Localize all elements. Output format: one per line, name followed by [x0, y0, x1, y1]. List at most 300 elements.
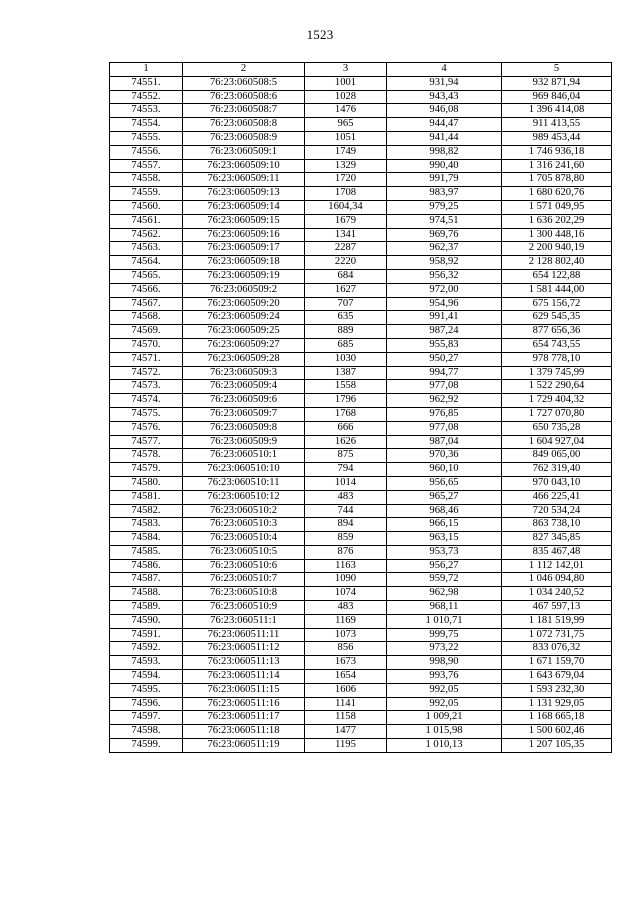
cadastral-number-cell: 76:23:060510:5: [183, 545, 305, 559]
table-row: [110, 545, 612, 559]
rate-cell: 941,44: [387, 131, 502, 145]
table-row: [110, 325, 612, 339]
row-number-cell: 74579.: [110, 463, 183, 477]
area-cell: 1679: [305, 214, 387, 228]
rate-cell: 1 015,98: [387, 725, 502, 739]
area-cell: 744: [305, 504, 387, 518]
rate-cell: 968,46: [387, 504, 502, 518]
value-cell: 1 604 927,04: [502, 435, 612, 449]
cadastral-number-cell: 76:23:060509:19: [183, 269, 305, 283]
table-row: [110, 628, 612, 642]
cadastral-number-cell: 76:23:060510:9: [183, 601, 305, 615]
area-cell: 1796: [305, 394, 387, 408]
value-cell: 978 778,10: [502, 352, 612, 366]
row-number-cell: 74586.: [110, 559, 183, 573]
area-cell: 1768: [305, 407, 387, 421]
value-cell: 932 871,94: [502, 76, 612, 90]
row-number-cell: 74567.: [110, 297, 183, 311]
cadastral-number-cell: 76:23:060509:1: [183, 145, 305, 159]
cadastral-number-cell: 76:23:060509:2: [183, 283, 305, 297]
cadastral-number-cell: 76:23:060510:8: [183, 587, 305, 601]
value-cell: 466 225,41: [502, 490, 612, 504]
table-row: [110, 504, 612, 518]
value-cell: 720 534,24: [502, 504, 612, 518]
row-number-cell: 74589.: [110, 601, 183, 615]
cadastral-number-cell: 76:23:060509:10: [183, 159, 305, 173]
row-number-cell: 74593.: [110, 656, 183, 670]
table-row: [110, 283, 612, 297]
area-cell: 1141: [305, 697, 387, 711]
value-cell: 1 671 159,70: [502, 656, 612, 670]
value-cell: 833 076,32: [502, 642, 612, 656]
area-cell: 1090: [305, 573, 387, 587]
area-cell: 856: [305, 642, 387, 656]
area-cell: 1606: [305, 683, 387, 697]
value-cell: 654 743,55: [502, 338, 612, 352]
cadastral-number-cell: 76:23:060510:7: [183, 573, 305, 587]
cadastral-number-cell: 76:23:060511:14: [183, 670, 305, 684]
value-cell: 849 065,00: [502, 449, 612, 463]
cadastral-number-cell: 76:23:060510:3: [183, 518, 305, 532]
cadastral-number-cell: 76:23:060509:18: [183, 256, 305, 270]
row-number-cell: 74554.: [110, 118, 183, 132]
area-cell: 1749: [305, 145, 387, 159]
area-cell: 1169: [305, 614, 387, 628]
area-cell: 1329: [305, 159, 387, 173]
area-cell: 1158: [305, 711, 387, 725]
table-row: [110, 435, 612, 449]
value-cell: 1 181 519,99: [502, 614, 612, 628]
cadastral-number-cell: 76:23:060510:6: [183, 559, 305, 573]
table-row: [110, 200, 612, 214]
rate-cell: 943,43: [387, 90, 502, 104]
area-cell: 684: [305, 269, 387, 283]
row-number-cell: 74594.: [110, 670, 183, 684]
row-number-cell: 74585.: [110, 545, 183, 559]
value-cell: 675 156,72: [502, 297, 612, 311]
row-number-cell: 74599.: [110, 739, 183, 753]
cadastral-number-cell: 76:23:060509:20: [183, 297, 305, 311]
table-row: [110, 118, 612, 132]
cadastral-number-cell: 76:23:060509:11: [183, 173, 305, 187]
rate-cell: 956,65: [387, 476, 502, 490]
row-number-cell: 74591.: [110, 628, 183, 642]
table-row: [110, 338, 612, 352]
cadastral-number-cell: 76:23:060510:1: [183, 449, 305, 463]
row-number-cell: 74598.: [110, 725, 183, 739]
cadastral-number-cell: 76:23:060509:9: [183, 435, 305, 449]
rate-cell: 1 010,71: [387, 614, 502, 628]
value-cell: 877 656,36: [502, 325, 612, 339]
area-cell: 1341: [305, 228, 387, 242]
row-number-cell: 74553.: [110, 104, 183, 118]
table-row: [110, 573, 612, 587]
row-number-cell: 74561.: [110, 214, 183, 228]
table-row: [110, 380, 612, 394]
area-cell: 1074: [305, 587, 387, 601]
table-row: [110, 311, 612, 325]
row-number-cell: 74558.: [110, 173, 183, 187]
cadastral-number-cell: 76:23:060511:11: [183, 628, 305, 642]
value-cell: 827 345,85: [502, 532, 612, 546]
area-cell: 707: [305, 297, 387, 311]
table-row: [110, 587, 612, 601]
rate-cell: 983,97: [387, 187, 502, 201]
area-cell: 889: [305, 325, 387, 339]
table-row: [110, 228, 612, 242]
rate-cell: 992,05: [387, 683, 502, 697]
row-number-cell: 74564.: [110, 256, 183, 270]
row-number-cell: 74557.: [110, 159, 183, 173]
value-cell: 2 200 940,19: [502, 242, 612, 256]
cadastral-number-cell: 76:23:060509:17: [183, 242, 305, 256]
area-cell: 2220: [305, 256, 387, 270]
value-cell: 1 593 232,30: [502, 683, 612, 697]
table-row: [110, 449, 612, 463]
row-number-cell: 74571.: [110, 352, 183, 366]
value-cell: 1 680 620,76: [502, 187, 612, 201]
cadastral-number-cell: 76:23:060511:16: [183, 697, 305, 711]
value-cell: 863 738,10: [502, 518, 612, 532]
value-cell: 2 128 802,40: [502, 256, 612, 270]
row-number-cell: 74592.: [110, 642, 183, 656]
value-cell: 1 396 414,08: [502, 104, 612, 118]
area-cell: 965: [305, 118, 387, 132]
rate-cell: 956,27: [387, 559, 502, 573]
table-row: [110, 214, 612, 228]
cadastral-number-cell: 76:23:060509:28: [183, 352, 305, 366]
area-cell: 1477: [305, 725, 387, 739]
area-cell: 1163: [305, 559, 387, 573]
area-cell: 685: [305, 338, 387, 352]
area-cell: 1028: [305, 90, 387, 104]
table-row: [110, 490, 612, 504]
row-number-cell: 74597.: [110, 711, 183, 725]
row-number-cell: 74572.: [110, 366, 183, 380]
column-header-4: 4: [387, 63, 502, 77]
column-header-1: 1: [110, 63, 183, 77]
cadastral-number-cell: 76:23:060511:1: [183, 614, 305, 628]
table-row: [110, 173, 612, 187]
value-cell: 1 636 202,29: [502, 214, 612, 228]
rate-cell: 994,77: [387, 366, 502, 380]
table-row: [110, 297, 612, 311]
rate-cell: 954,96: [387, 297, 502, 311]
rate-cell: 987,04: [387, 435, 502, 449]
row-number-cell: 74551.: [110, 76, 183, 90]
rate-cell: 962,37: [387, 242, 502, 256]
table-row: [110, 131, 612, 145]
value-cell: 1 643 679,04: [502, 670, 612, 684]
cadastral-number-cell: 76:23:060508:7: [183, 104, 305, 118]
rate-cell: 977,08: [387, 421, 502, 435]
rate-cell: 960,10: [387, 463, 502, 477]
row-number-cell: 74590.: [110, 614, 183, 628]
value-cell: 970 043,10: [502, 476, 612, 490]
cadastral-number-cell: 76:23:060509:8: [183, 421, 305, 435]
rate-cell: 1 009,21: [387, 711, 502, 725]
table-row: [110, 532, 612, 546]
area-cell: 1708: [305, 187, 387, 201]
table-row: [110, 683, 612, 697]
rate-cell: 979,25: [387, 200, 502, 214]
rate-cell: 990,40: [387, 159, 502, 173]
area-cell: 1030: [305, 352, 387, 366]
area-cell: 1051: [305, 131, 387, 145]
row-number-cell: 74582.: [110, 504, 183, 518]
cadastral-number-cell: 76:23:060510:4: [183, 532, 305, 546]
rate-cell: 946,08: [387, 104, 502, 118]
area-cell: 859: [305, 532, 387, 546]
table-row: [110, 159, 612, 173]
rate-cell: 953,73: [387, 545, 502, 559]
row-number-cell: 74552.: [110, 90, 183, 104]
cadastral-number-cell: 76:23:060509:16: [183, 228, 305, 242]
column-header-3: 3: [305, 63, 387, 77]
row-number-cell: 74581.: [110, 490, 183, 504]
row-number-cell: 74556.: [110, 145, 183, 159]
row-number-cell: 74596.: [110, 697, 183, 711]
value-cell: 989 453,44: [502, 131, 612, 145]
row-number-cell: 74578.: [110, 449, 183, 463]
data-table: [109, 62, 612, 753]
rate-cell: 970,36: [387, 449, 502, 463]
cadastral-number-cell: 76:23:060509:4: [183, 380, 305, 394]
value-cell: 650 735,28: [502, 421, 612, 435]
area-cell: 1654: [305, 670, 387, 684]
rate-cell: 963,15: [387, 532, 502, 546]
value-cell: 1 581 444,00: [502, 283, 612, 297]
cadastral-number-cell: 76:23:060509:14: [183, 200, 305, 214]
rate-cell: 998,90: [387, 656, 502, 670]
row-number-cell: 74566.: [110, 283, 183, 297]
column-header-2: 2: [183, 63, 305, 77]
table-row: [110, 90, 612, 104]
rate-cell: 992,05: [387, 697, 502, 711]
cadastral-number-cell: 76:23:060511:15: [183, 683, 305, 697]
column-header-5: 5: [502, 63, 612, 77]
rate-cell: 974,51: [387, 214, 502, 228]
area-cell: 666: [305, 421, 387, 435]
row-number-cell: 74574.: [110, 394, 183, 408]
rate-cell: 959,72: [387, 573, 502, 587]
cadastral-number-cell: 76:23:060511:17: [183, 711, 305, 725]
row-number-cell: 74562.: [110, 228, 183, 242]
value-cell: 1 168 665,18: [502, 711, 612, 725]
page-number: 1523: [306, 27, 334, 42]
rate-cell: 977,08: [387, 380, 502, 394]
row-number-cell: 74569.: [110, 325, 183, 339]
table-row: [110, 104, 612, 118]
area-cell: 1626: [305, 435, 387, 449]
row-number-cell: 74565.: [110, 269, 183, 283]
rate-cell: 965,27: [387, 490, 502, 504]
area-cell: 1720: [305, 173, 387, 187]
row-number-cell: 74595.: [110, 683, 183, 697]
table-row: [110, 476, 612, 490]
table-row: [110, 463, 612, 477]
table-row: [110, 366, 612, 380]
value-cell: 969 846,04: [502, 90, 612, 104]
value-cell: 1 746 936,18: [502, 145, 612, 159]
cadastral-number-cell: 76:23:060510:2: [183, 504, 305, 518]
area-cell: 483: [305, 490, 387, 504]
area-cell: 1673: [305, 656, 387, 670]
area-cell: 894: [305, 518, 387, 532]
table-row: [110, 407, 612, 421]
rate-cell: 958,92: [387, 256, 502, 270]
area-cell: 1476: [305, 104, 387, 118]
row-number-cell: 74587.: [110, 573, 183, 587]
row-number-cell: 74570.: [110, 338, 183, 352]
cadastral-number-cell: 76:23:060509:25: [183, 325, 305, 339]
area-cell: 1604,34: [305, 200, 387, 214]
table-row: [110, 76, 612, 90]
table-row: [110, 187, 612, 201]
value-cell: 467 597,13: [502, 601, 612, 615]
area-cell: 483: [305, 601, 387, 615]
row-number-cell: 74577.: [110, 435, 183, 449]
value-cell: 1 727 070,80: [502, 407, 612, 421]
row-number-cell: 74583.: [110, 518, 183, 532]
value-cell: 1 379 745,99: [502, 366, 612, 380]
rate-cell: 998,82: [387, 145, 502, 159]
rate-cell: 969,76: [387, 228, 502, 242]
table-row: [110, 394, 612, 408]
area-cell: 1014: [305, 476, 387, 490]
cadastral-number-cell: 76:23:060508:6: [183, 90, 305, 104]
cadastral-number-cell: 76:23:060509:27: [183, 338, 305, 352]
value-cell: 1 316 241,60: [502, 159, 612, 173]
table-row: [110, 518, 612, 532]
rate-cell: 999,75: [387, 628, 502, 642]
value-cell: 762 319,40: [502, 463, 612, 477]
value-cell: 1 131 929,05: [502, 697, 612, 711]
area-cell: 1001: [305, 76, 387, 90]
cadastral-number-cell: 76:23:060509:7: [183, 407, 305, 421]
area-cell: 794: [305, 463, 387, 477]
cadastral-number-cell: 76:23:060511:13: [183, 656, 305, 670]
cadastral-number-cell: 76:23:060509:15: [183, 214, 305, 228]
area-cell: 1073: [305, 628, 387, 642]
cadastral-number-cell: 76:23:060508:9: [183, 131, 305, 145]
row-number-cell: 74559.: [110, 187, 183, 201]
rate-cell: 991,79: [387, 173, 502, 187]
value-cell: 1 046 094,80: [502, 573, 612, 587]
value-cell: 1 729 404,32: [502, 394, 612, 408]
cadastral-number-cell: 76:23:060511:12: [183, 642, 305, 656]
table-row: [110, 242, 612, 256]
row-number-cell: 74573.: [110, 380, 183, 394]
table-row: [110, 711, 612, 725]
value-cell: 629 545,35: [502, 311, 612, 325]
area-cell: 875: [305, 449, 387, 463]
cadastral-number-cell: 76:23:060511:19: [183, 739, 305, 753]
table-row: [110, 614, 612, 628]
cadastral-number-cell: 76:23:060508:5: [183, 76, 305, 90]
rate-cell: 993,76: [387, 670, 502, 684]
rate-cell: 950,27: [387, 352, 502, 366]
value-cell: 1 112 142,01: [502, 559, 612, 573]
row-number-cell: 74588.: [110, 587, 183, 601]
cadastral-number-cell: 76:23:060508:8: [183, 118, 305, 132]
row-number-cell: 74576.: [110, 421, 183, 435]
value-cell: 654 122,88: [502, 269, 612, 283]
cadastral-number-cell: 76:23:060509:13: [183, 187, 305, 201]
table-row: [110, 739, 612, 753]
area-cell: 1627: [305, 283, 387, 297]
rate-cell: 962,92: [387, 394, 502, 408]
table-row: [110, 559, 612, 573]
row-number-cell: 74580.: [110, 476, 183, 490]
rate-cell: 931,94: [387, 76, 502, 90]
value-cell: 1 500 602,46: [502, 725, 612, 739]
area-cell: 1558: [305, 380, 387, 394]
rate-cell: 962,98: [387, 587, 502, 601]
rate-cell: 973,22: [387, 642, 502, 656]
row-number-cell: 74563.: [110, 242, 183, 256]
row-number-cell: 74584.: [110, 532, 183, 546]
rate-cell: 955,83: [387, 338, 502, 352]
rate-cell: 1 010,13: [387, 739, 502, 753]
cadastral-number-cell: 76:23:060510:11: [183, 476, 305, 490]
rate-cell: 991,41: [387, 311, 502, 325]
table-row: [110, 725, 612, 739]
value-cell: 1 571 049,95: [502, 200, 612, 214]
table-row: [110, 670, 612, 684]
value-cell: 835 467,48: [502, 545, 612, 559]
table-header-row: [110, 63, 612, 77]
cadastral-number-cell: 76:23:060511:18: [183, 725, 305, 739]
value-cell: 1 300 448,16: [502, 228, 612, 242]
value-cell: 1 072 731,75: [502, 628, 612, 642]
rate-cell: 944,47: [387, 118, 502, 132]
value-cell: 1 034 240,52: [502, 587, 612, 601]
table-row: [110, 256, 612, 270]
row-number-cell: 74575.: [110, 407, 183, 421]
row-number-cell: 74560.: [110, 200, 183, 214]
table-row: [110, 269, 612, 283]
rate-cell: 956,32: [387, 269, 502, 283]
cadastral-number-cell: 76:23:060509:6: [183, 394, 305, 408]
cadastral-number-cell: 76:23:060509:3: [183, 366, 305, 380]
table-row: [110, 352, 612, 366]
rate-cell: 966,15: [387, 518, 502, 532]
value-cell: 1 522 290,64: [502, 380, 612, 394]
rate-cell: 968,11: [387, 601, 502, 615]
cadastral-number-cell: 76:23:060510:10: [183, 463, 305, 477]
cadastral-number-cell: 76:23:060509:24: [183, 311, 305, 325]
area-cell: 1387: [305, 366, 387, 380]
row-number-cell: 74555.: [110, 131, 183, 145]
value-cell: 1 705 878,80: [502, 173, 612, 187]
table-body: [110, 76, 612, 752]
table-row: [110, 697, 612, 711]
area-cell: 2287: [305, 242, 387, 256]
area-cell: 635: [305, 311, 387, 325]
table-row: [110, 145, 612, 159]
row-number-cell: 74568.: [110, 311, 183, 325]
rate-cell: 987,24: [387, 325, 502, 339]
value-cell: 911 413,55: [502, 118, 612, 132]
table-row: [110, 656, 612, 670]
table-row: [110, 642, 612, 656]
table-row: [110, 421, 612, 435]
area-cell: 876: [305, 545, 387, 559]
rate-cell: 972,00: [387, 283, 502, 297]
rate-cell: 976,85: [387, 407, 502, 421]
cadastral-number-cell: 76:23:060510:12: [183, 490, 305, 504]
